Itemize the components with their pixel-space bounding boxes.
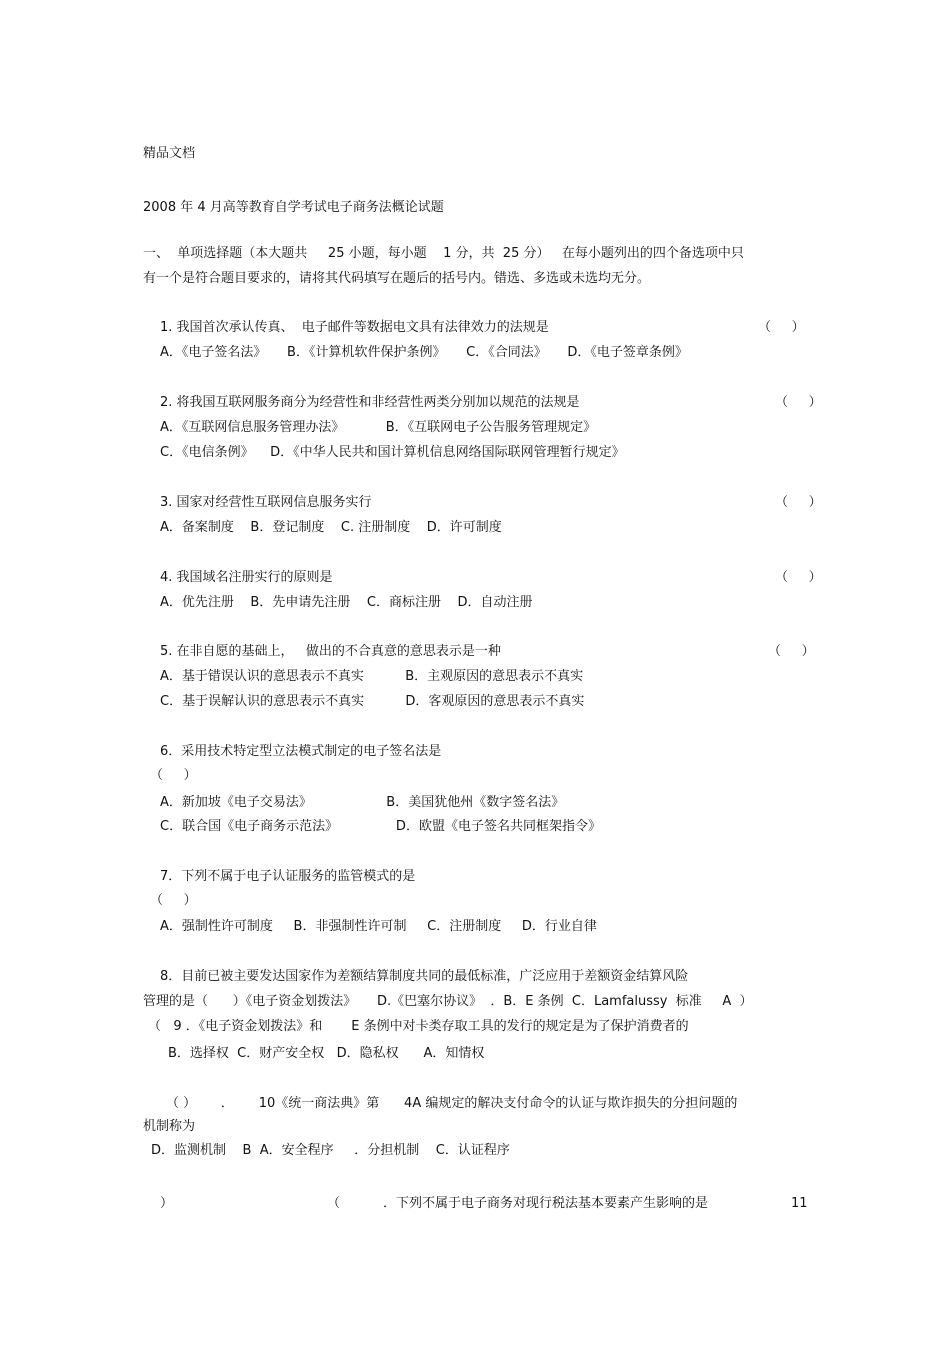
question-6-stem: 6．采用技术特定型立法模式制定的电子签名法是 — [160, 744, 442, 759]
question-11-paren-open: （ — [327, 1196, 341, 1211]
document-header-label: 精品文档 — [143, 146, 196, 161]
question-1-stem: 1. 我国首次承认传真、 电子邮件等数据电文具有法律效力的法规是 — [160, 320, 549, 335]
question-1-options: A．《电子签名法》 B．《计算机软件保护条例》 C．《合同法》 D．《电子签章条例》 — [160, 345, 688, 360]
question-4-answer-bracket: （ ） — [775, 570, 822, 585]
question-8-stem: 8．目前已被主要发达国家作为差额结算制度共同的最低标准，广泛应用于差额资金结算风险 — [160, 969, 689, 984]
question-5-stem: 5. 在非自愿的基础上， 做出的不合真意的意思表示是一种 — [160, 644, 501, 659]
question-4-stem: 4. 我国域名注册实行的原则是 — [160, 570, 333, 585]
question-7-answer-bracket: （ ） — [150, 893, 197, 908]
question-6-options-line-1: A．新加坡《电子交易法》 B．美国犹他州《数字签名法》 — [160, 795, 565, 810]
question-2-options-line-2: C．《电信条例》 D．《中华人民共和国计算机信息网络国际联网管理暂行规定》 — [160, 445, 625, 460]
question-2-answer-bracket: （ ） — [775, 395, 822, 410]
question-5-options-line-2: C．基于误解认识的意思表示不真实 D．客观原因的意思表示不真实 — [160, 694, 585, 709]
question-5-options-line-1: A．基于错误认识的意思表示不真实 B．主观原因的意思表示不真实 — [160, 669, 584, 684]
question-6-answer-bracket: （ ） — [150, 768, 197, 783]
question-6-options-line-2: C．联合国《电子商务示范法》 D．欧盟《电子签名共同框架指令》 — [160, 819, 601, 834]
question-8-line-2: 管理的是（ ）《电子资金划拨法》 D.《巴塞尔协议》 ．B．E 条例 C．Lamfalussy 标准 A ） — [143, 994, 753, 1009]
question-3-answer-bracket: （ ） — [775, 495, 822, 510]
question-10-line-2: 机制称为 — [143, 1119, 196, 1134]
question-3-options: A．备案制度 B．登记制度 C. 注册制度 D．许可制度 — [160, 520, 502, 535]
question-9-line: （ 9 ．《电子资金划拨法》和 E 条例中对卡类存取工具的发行的规定是为了保护消费者的 — [148, 1019, 689, 1034]
question-3-stem: 3. 国家对经营性互联网信息服务实行 — [160, 495, 372, 510]
question-10-line-1: （ ） ． 10《统一商法典》第 4A 编规定的解决支付命令的认证与欺诈损失的分担问题的 — [166, 1096, 738, 1111]
question-7-stem: 7．下列不属于电子认证服务的监管模式的是 — [160, 869, 416, 884]
question-11-paren-close: ） — [160, 1196, 174, 1211]
question-5-answer-bracket: （ ） — [768, 644, 815, 659]
question-10-options: D．监测机制 B A．安全程序 ．分担机制 C．认证程序 — [151, 1143, 510, 1158]
question-9-options: B．选择权 C．财产安全权 D．隐私权 A．知情权 — [168, 1046, 485, 1061]
question-7-options: A．强制性许可制度 B．非强制性许可制 C．注册制度 D．行业自律 — [160, 919, 597, 934]
question-11-stem: ．下列不属于电子商务对现行税法基本要素产生影响的是 — [383, 1196, 709, 1211]
question-2-stem: 2. 将我国互联网服务商分为经营性和非经营性两类分别加以规范的法规是 — [160, 395, 580, 410]
question-2-options-line-1: A．《互联网信息服务管理办法》 B．《互联网电子公告服务管理规定》 — [160, 420, 597, 435]
question-11-number: 11 — [791, 1196, 808, 1211]
exam-title: 2008 年 4 月高等教育自学考试电子商务法概论试题 — [143, 200, 444, 215]
section-instruction-line-1: 一、 单项选择题（本大题共 25 小题，每小题 1 分，共 25 分） 在每小题列出的四个备选项中只 — [143, 246, 744, 261]
section-instruction-line-2: 有一个是符合题目要求的，请将其代码填写在题后的括号内。错选、多选或未选均无分。 — [143, 271, 651, 286]
question-1-answer-bracket: （ ） — [758, 320, 805, 335]
question-4-options: A．优先注册 B．先申请先注册 C．商标注册 D．自动注册 — [160, 595, 533, 610]
